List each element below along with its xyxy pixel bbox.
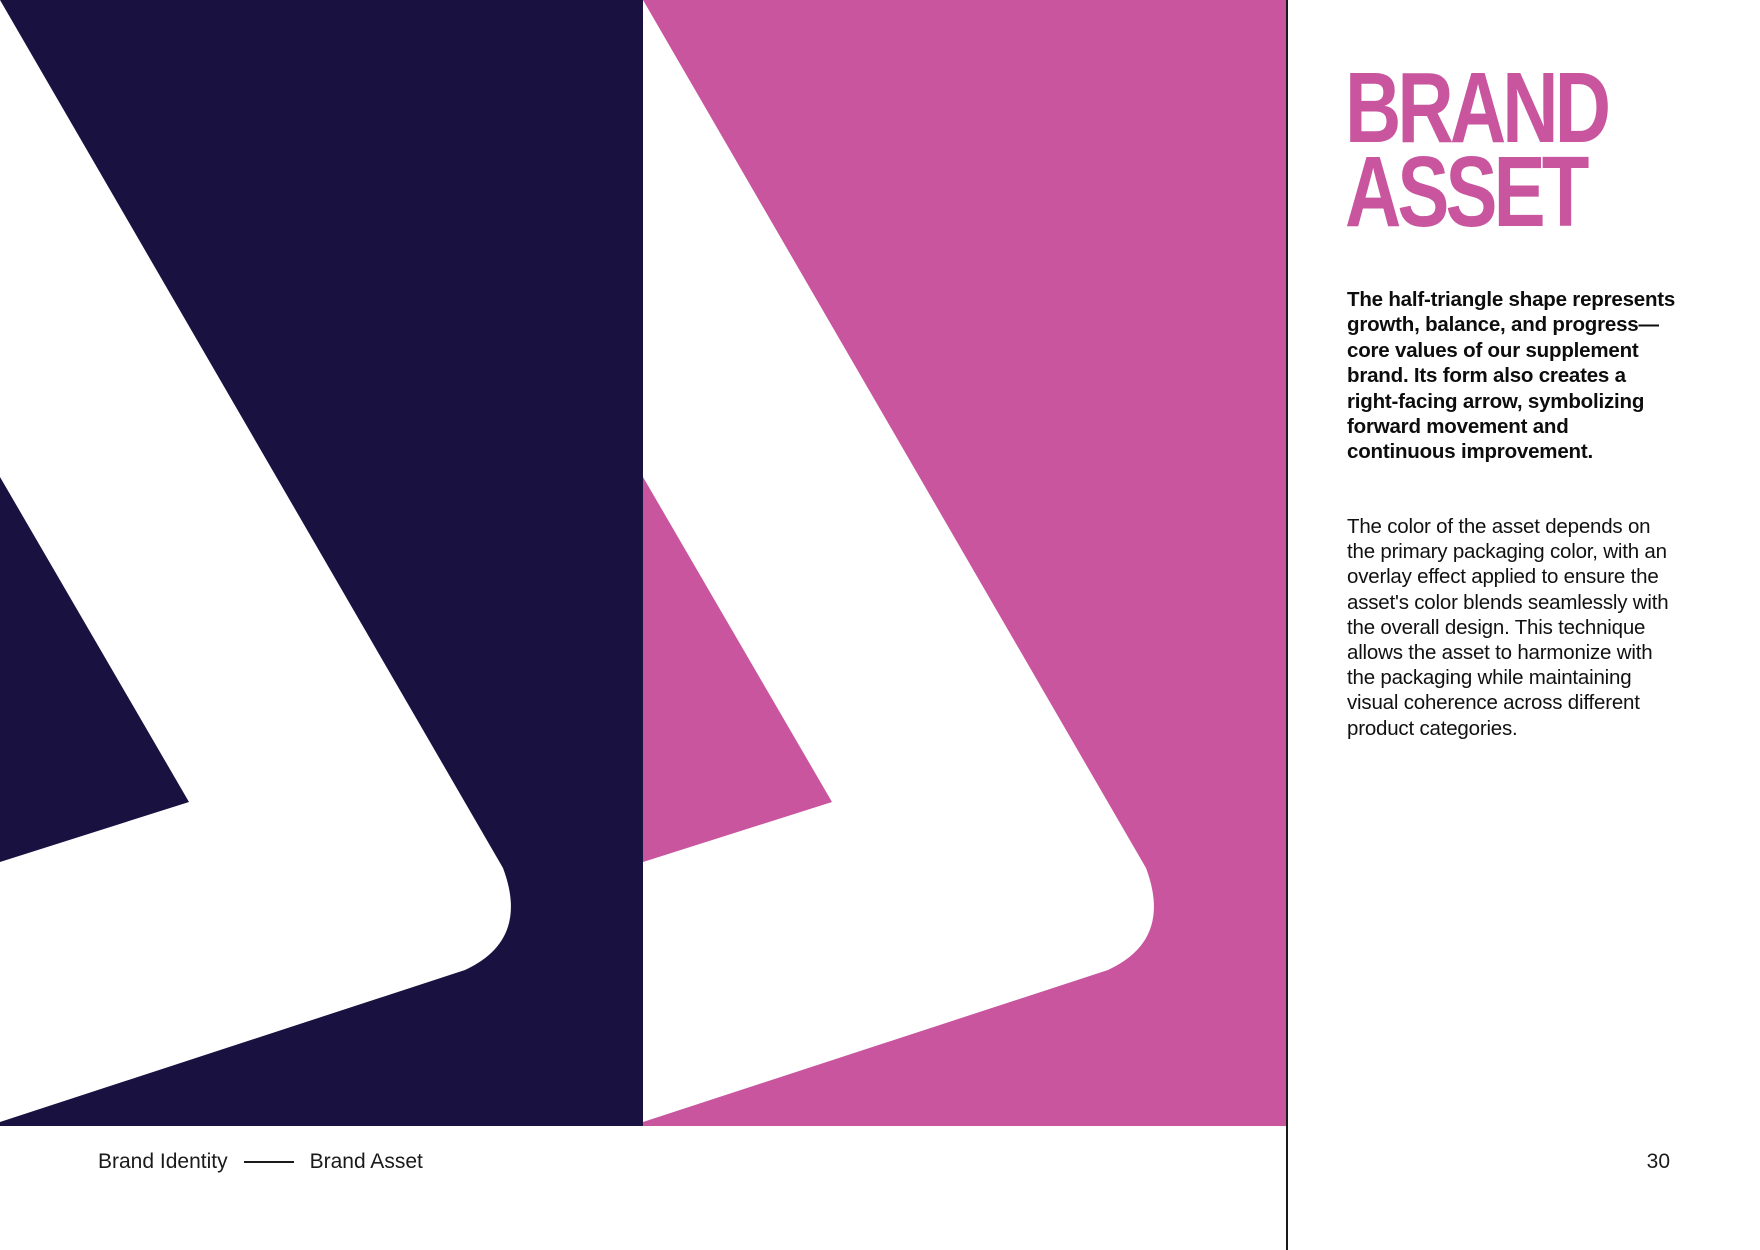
body-paragraph: The color of the asset depends on the primary packaging color, with an overlay effect applied to ensure the asset's color blends seamlessly with the overall design. This technique allows the asset to harmonize with the packaging while maintaining visual coherence across different product categories. (1347, 515, 1669, 740)
page-title (1345, 52, 1608, 248)
half-triangle-icon (643, 0, 1286, 1126)
title-line-2: ASSET (1345, 136, 1586, 248)
page-number: 30 (1646, 1150, 1670, 1173)
breadcrumb (98, 1150, 423, 1174)
breadcrumb-section: Brand Identity (98, 1150, 228, 1173)
page-divider (1286, 0, 1288, 1250)
title-line-1: BRAND (1345, 52, 1608, 164)
pink-panel (643, 0, 1286, 1126)
half-triangle-icon (0, 0, 643, 1126)
navy-panel (0, 0, 643, 1126)
breadcrumb-subsection: Brand Asset (309, 1150, 423, 1173)
lead-paragraph: The half-triangle shape represents growth, balance, and progress—core values of our supplement brand. Its form also creates a right-facing arrow, symbolizing forward movement and continuous improvement. (1347, 288, 1676, 464)
breadcrumb-separator (244, 1161, 294, 1163)
